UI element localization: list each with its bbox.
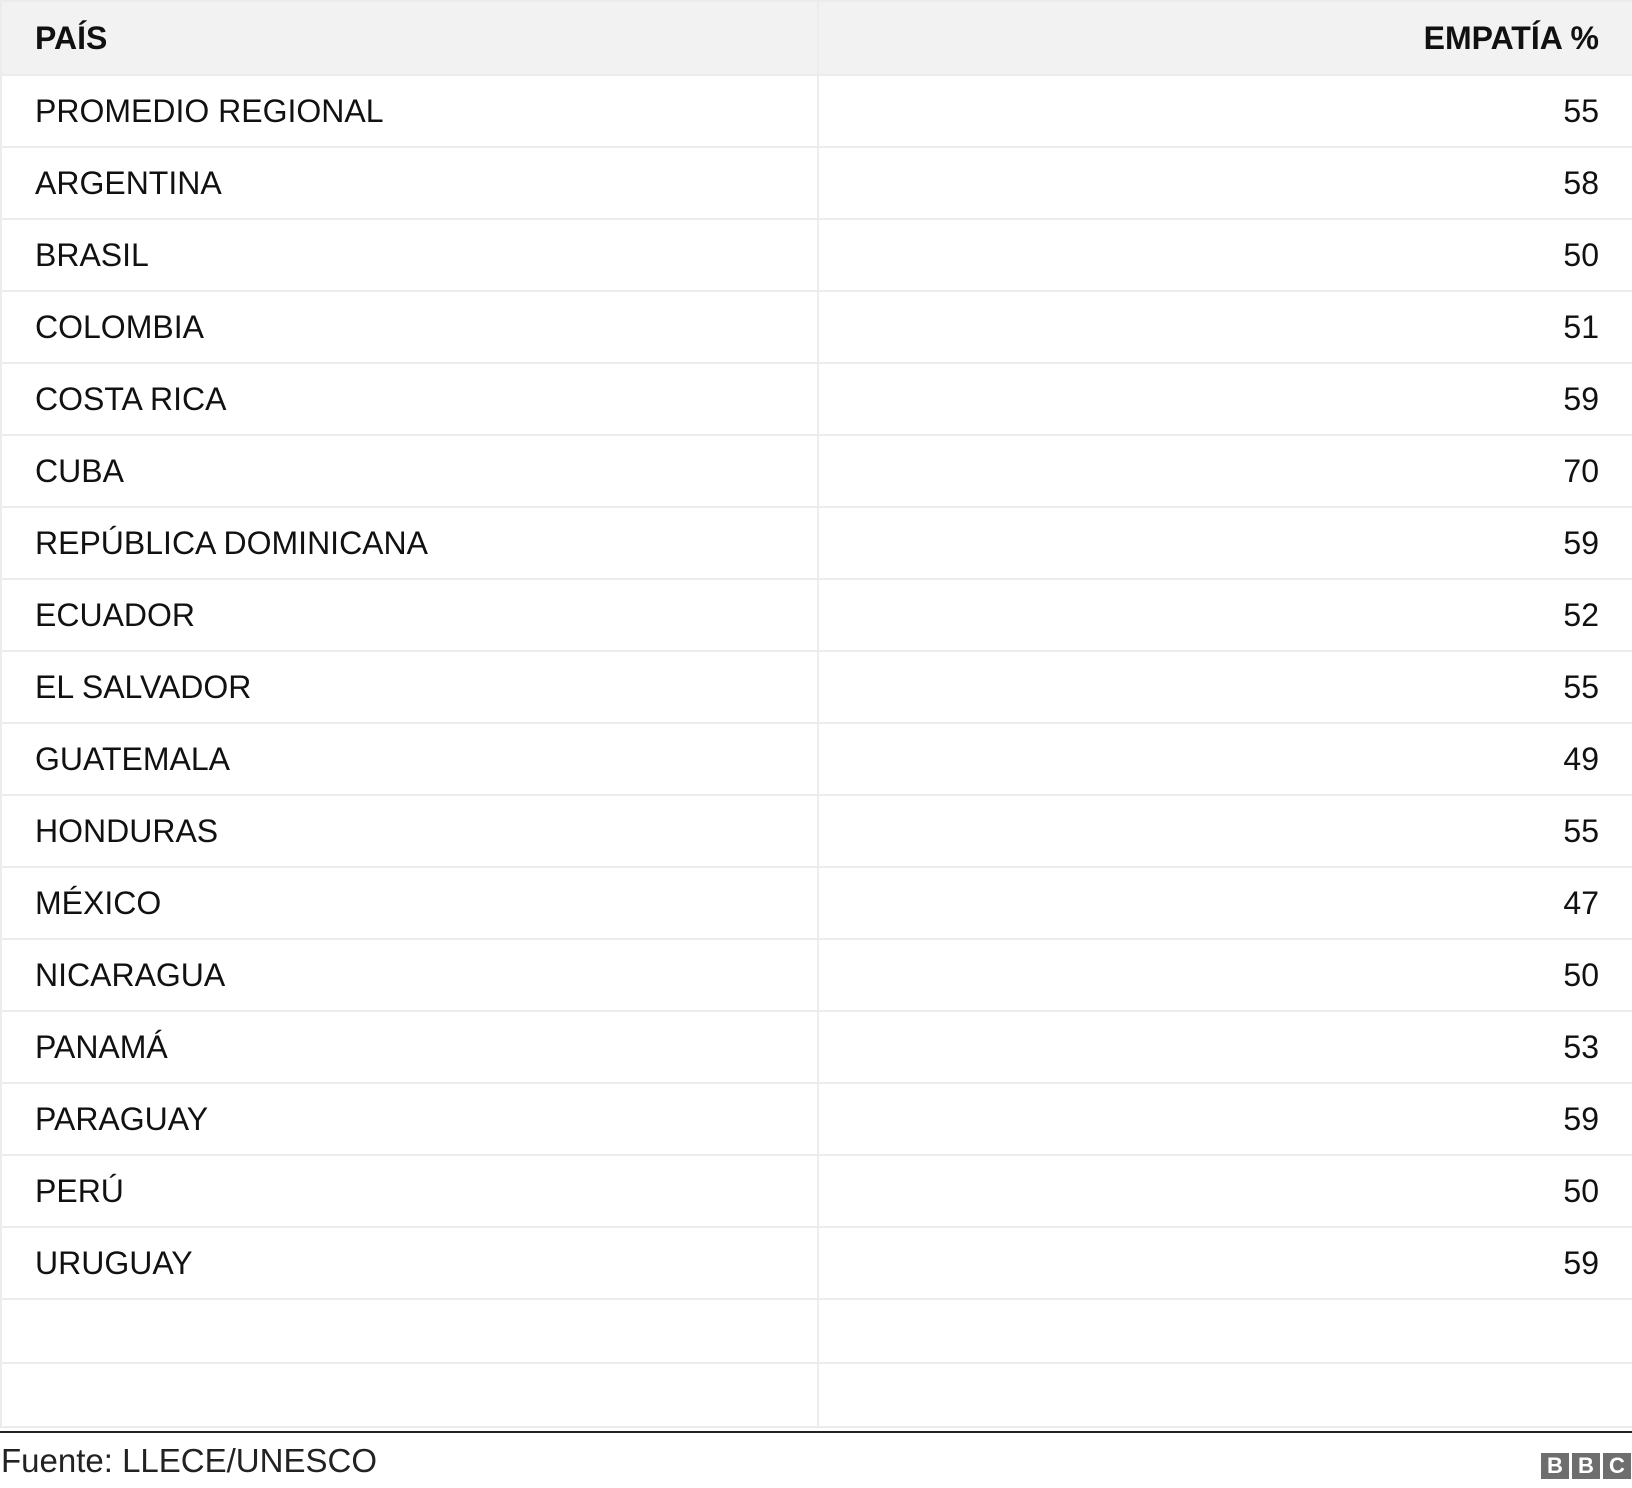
empathy-value-cell: 59 bbox=[818, 507, 1632, 579]
logo-letter: B bbox=[1572, 1453, 1600, 1479]
empty-cell bbox=[818, 1363, 1632, 1427]
country-cell: PERÚ bbox=[1, 1155, 818, 1227]
source-note: Fuente: LLECE/UNESCO bbox=[1, 1442, 377, 1479]
country-cell: ARGENTINA bbox=[1, 147, 818, 219]
table-row bbox=[1, 1155, 1632, 1227]
empathy-value-cell: 55 bbox=[818, 795, 1632, 867]
country-cell: COLOMBIA bbox=[1, 291, 818, 363]
country-cell: PROMEDIO REGIONAL bbox=[1, 75, 818, 147]
country-cell: URUGUAY bbox=[1, 1227, 818, 1299]
empty-row bbox=[1, 1299, 1632, 1363]
empathy-value-cell: 55 bbox=[818, 651, 1632, 723]
table-row bbox=[1, 1227, 1632, 1299]
country-cell: HONDURAS bbox=[1, 795, 818, 867]
country-cell: BRASIL bbox=[1, 219, 818, 291]
column-header-empathy: EMPATÍA % bbox=[818, 1, 1632, 75]
table-row bbox=[1, 147, 1632, 219]
table-row bbox=[1, 939, 1632, 1011]
country-cell: GUATEMALA bbox=[1, 723, 818, 795]
empathy-value-cell: 49 bbox=[818, 723, 1632, 795]
empathy-value-cell: 70 bbox=[818, 435, 1632, 507]
empathy-value-cell: 50 bbox=[818, 219, 1632, 291]
country-cell: CUBA bbox=[1, 435, 818, 507]
header-row bbox=[1, 1, 1632, 75]
empathy-value-cell: 59 bbox=[818, 363, 1632, 435]
table-row bbox=[1, 75, 1632, 147]
empathy-value-cell: 50 bbox=[818, 1155, 1632, 1227]
footer-divider bbox=[0, 1431, 1632, 1433]
empathy-value-cell: 52 bbox=[818, 579, 1632, 651]
table-row bbox=[1, 1083, 1632, 1155]
empathy-value-cell: 51 bbox=[818, 291, 1632, 363]
empty-cell bbox=[1, 1363, 818, 1427]
table-row bbox=[1, 723, 1632, 795]
empty-cell bbox=[1, 1299, 818, 1363]
country-cell: REPÚBLICA DOMINICANA bbox=[1, 507, 818, 579]
table-row bbox=[1, 291, 1632, 363]
table-row bbox=[1, 579, 1632, 651]
table-row bbox=[1, 867, 1632, 939]
empathy-value-cell: 50 bbox=[818, 939, 1632, 1011]
country-cell: PANAMÁ bbox=[1, 1011, 818, 1083]
table-row bbox=[1, 795, 1632, 867]
country-cell: NICARAGUA bbox=[1, 939, 818, 1011]
empathy-value-cell: 47 bbox=[818, 867, 1632, 939]
table-row bbox=[1, 219, 1632, 291]
table-row bbox=[1, 651, 1632, 723]
table-row bbox=[1, 435, 1632, 507]
country-cell: ECUADOR bbox=[1, 579, 818, 651]
logo-letter: B bbox=[1541, 1453, 1569, 1479]
empathy-value-cell: 58 bbox=[818, 147, 1632, 219]
empty-cell bbox=[818, 1299, 1632, 1363]
country-cell: PARAGUAY bbox=[1, 1083, 818, 1155]
empathy-value-cell: 55 bbox=[818, 75, 1632, 147]
empty-row bbox=[1, 1363, 1632, 1427]
bbc-logo bbox=[1541, 1453, 1631, 1479]
table-row bbox=[1, 363, 1632, 435]
empathy-value-cell: 53 bbox=[818, 1011, 1632, 1083]
column-header-country: PAÍS bbox=[1, 1, 818, 75]
table-row bbox=[1, 507, 1632, 579]
empathy-value-cell: 59 bbox=[818, 1083, 1632, 1155]
country-cell: COSTA RICA bbox=[1, 363, 818, 435]
empathy-value-cell: 59 bbox=[818, 1227, 1632, 1299]
logo-letter: C bbox=[1603, 1453, 1631, 1479]
country-cell: MÉXICO bbox=[1, 867, 818, 939]
table-header bbox=[1, 1, 1632, 75]
country-cell: EL SALVADOR bbox=[1, 651, 818, 723]
table-body bbox=[1, 75, 1632, 1427]
table-row bbox=[1, 1011, 1632, 1083]
